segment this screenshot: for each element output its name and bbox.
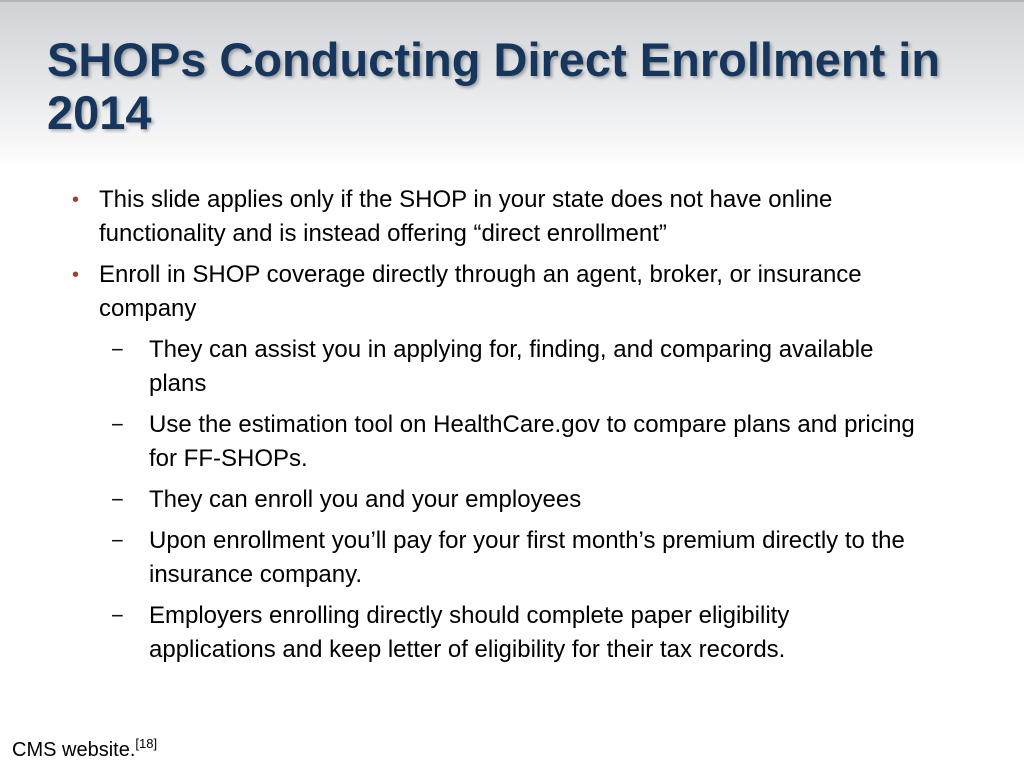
sub-bullet-assist [0,333,919,401]
bullet-list [0,183,1024,674]
citation-text: CMS website. [12,739,136,761]
footer-citation [12,736,157,764]
sub-bullet-first-premium [0,524,919,592]
slide-title: SHOPs Conducting Direct Enrollment in 2014 [47,33,941,139]
dash-icon: − [111,528,124,553]
bullet-item-direct-enrollment [0,183,899,251]
dash-icon: − [111,487,124,512]
sub-bullet-estimation-tool [0,408,919,476]
sub-bullet-text: Employers enrolling directly should complete paper eligibility applications and keep letter of eligibility for their tax records. [149,602,790,663]
top-edge-divider [0,0,1024,2]
bullet-dot-icon: • [72,189,80,211]
sub-bullet-text: They can enroll you and your employees [149,486,582,513]
dash-icon: − [111,337,124,362]
sub-bullet-text: Use the estimation tool on HealthCare.gov to compare plans and pricing for FF-SHOPs. [149,411,915,472]
bullet-item-enroll-in-shop [0,258,899,326]
sub-bullet-enroll-employees [0,483,919,517]
sub-bullet-text: Upon enrollment you’ll pay for your first month’s premium directly to the insurance company. [149,527,905,588]
dash-icon: − [111,412,124,437]
bullet-dot-icon: • [72,264,80,286]
dash-icon: − [111,603,124,628]
bullet-text: Enroll in SHOP coverage directly through an agent, broker, or insurance company [99,261,862,322]
sub-bullet-text: They can assist you in applying for, finding, and comparing available plans [149,336,874,397]
sub-bullet-paper-eligibility [0,599,919,667]
bullet-text: This slide applies only if the SHOP in your state does not have online functionality and is instead offering “direct enrollment” [99,186,833,247]
citation-reference: [18] [135,736,158,751]
